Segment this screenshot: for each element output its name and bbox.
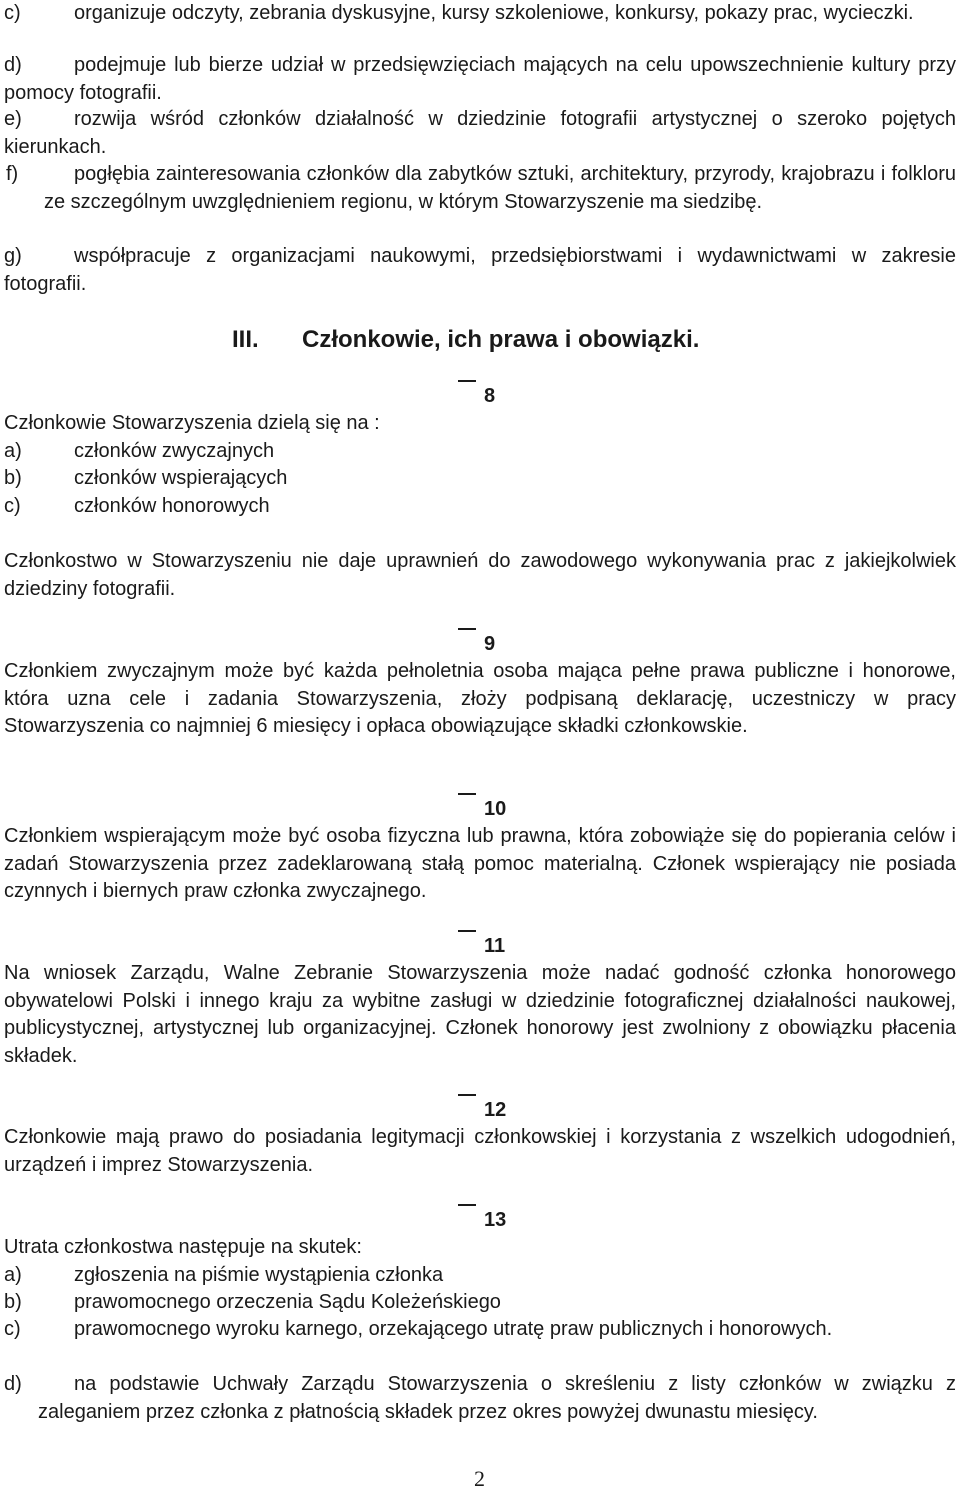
section-8-item-label: a): [4, 440, 22, 462]
section-sign-icon: [458, 1094, 476, 1096]
list-text: współpracuje z organizacjami naukowymi, przedsiębiorstwami i wydawnictwami w zakresie fotografii.: [4, 245, 956, 295]
section-sign-icon: [458, 628, 476, 630]
section-sign-icon: [458, 380, 476, 382]
section-12-text: Członkowie mają prawo do posiadania legitymacji członkowskiej i korzystania z wszelkich udogodnień, urządzeń i imprez Stowarzyszenia.: [4, 1126, 956, 1176]
section-13-item-label: a): [4, 1264, 22, 1286]
section-11-text: Na wniosek Zarządu, Walne Zebranie Stowarzyszenia może nadać godność członka honorowego obywatelowi Polski i innego kraju za wybitne zasługi w dziedzinie fotograficznej działalności naukowej, publicystycznej, artystycznej lub organizacyjnej. Członek honorowy jest zwolniony z obowiązku płacenia składek.: [4, 962, 956, 1067]
section-8-item-text: członków wspierających: [74, 467, 288, 489]
section-mark-11: [458, 934, 505, 958]
section-13-item-label: d): [4, 1373, 22, 1395]
section-13-item-text: prawomocnego orzeczenia Sądu Koleżeńskiego: [74, 1291, 501, 1313]
chapter-title: Członkowie, ich prawa i obowiązki.: [302, 326, 700, 353]
section-13-item-label: b): [4, 1291, 22, 1313]
section-number: 13: [484, 1209, 507, 1231]
section-8-item-label: c): [4, 495, 21, 517]
section-8-item-text: członków honorowych: [74, 495, 270, 517]
section-number: 9: [484, 633, 496, 655]
list-text: pogłębia zainteresowania członków dla zabytków sztuki, architektury, przyrody, krajobrazu i folkloru ze szczególnym uwzględnieniem regionu, w którym Stowarzyszenie ma siedzibę.: [44, 163, 956, 213]
list-text: rozwija wśród członków działalność w dziedzinie fotografii artystycznej o szeroko pojętych kierunkach.: [4, 108, 956, 158]
section-sign-icon: [458, 1204, 476, 1206]
section-10-text: Członkiem wspierającym może być osoba fizyczna lub prawna, która zobowiąże się do popierania celów i zadań Stowarzyszenia przez zadeklarowaną stałą pomoc materialną. Członek wspierający nie posiada czynnych i biernych praw członka zwyczajnego.: [4, 825, 956, 902]
section-8-note: Członkostwo w Stowarzyszeniu nie daje uprawnień do zawodowego wykonywania prac z jakiejkolwiek dziedziny fotografii.: [4, 550, 956, 600]
section-9-text: Członkiem zwyczajnym może być każda pełnoletnia osoba mająca pełne prawa publiczne i honorowe, która uzna cele i zadania Stowarzyszenia, złoży podpisaną deklarację, uczestniczy w pracy Stowarzyszenia co najmniej 6 miesięcy i opłaca obowiązujące składki członkowskie.: [4, 660, 956, 737]
section-number: 8: [484, 385, 496, 407]
section-mark-13: [458, 1208, 506, 1232]
section-13-item-text: zgłoszenia na piśmie wystąpienia członka: [74, 1264, 444, 1286]
section-8-intro: Członkowie Stowarzyszenia dzielą się na :: [4, 412, 380, 434]
chapter-number: III.: [232, 326, 259, 353]
list-label: d): [4, 54, 22, 76]
list-label: e): [4, 108, 22, 130]
section-mark-8: [458, 384, 495, 408]
section-13-item-text: prawomocnego wyroku karnego, orzekającego utratę praw publicznych i honorowych.: [74, 1318, 833, 1340]
section-sign-icon: [458, 930, 476, 932]
page-number: 2: [474, 1466, 485, 1491]
section-number: 11: [484, 935, 506, 957]
section-mark-10: [458, 797, 506, 821]
section-number: 12: [484, 1099, 507, 1121]
section-sign-icon: [458, 793, 476, 795]
section-mark-12: [458, 1098, 506, 1122]
section-13-item-text: na podstawie Uchwały Zarządu Stowarzyszenia o skreśleniu z listy członków w związku z zaleganiem przez członka z płatnością składek przez okres powyżej dwunastu miesięcy.: [38, 1373, 956, 1423]
section-8-item-label: b): [4, 467, 22, 489]
section-13-item-label: c): [4, 1318, 21, 1340]
section-number: 10: [484, 798, 507, 820]
list-label: f): [6, 163, 19, 185]
list-label: c): [4, 2, 21, 24]
list-text: podejmuje lub bierze udział w przedsięwzięciach mających na celu upowszechnienie kultury przy pomocy fotografii.: [4, 54, 956, 104]
section-8-item-text: członków zwyczajnych: [74, 440, 275, 462]
list-text: organizuje odczyty, zebrania dyskusyjne, kursy szkoleniowe, konkursy, pokazy prac, wycieczki.: [74, 2, 914, 24]
section-mark-9: [458, 632, 495, 656]
list-label: g): [4, 245, 22, 267]
section-13-intro: Utrata członkostwa następuje na skutek:: [4, 1236, 362, 1258]
